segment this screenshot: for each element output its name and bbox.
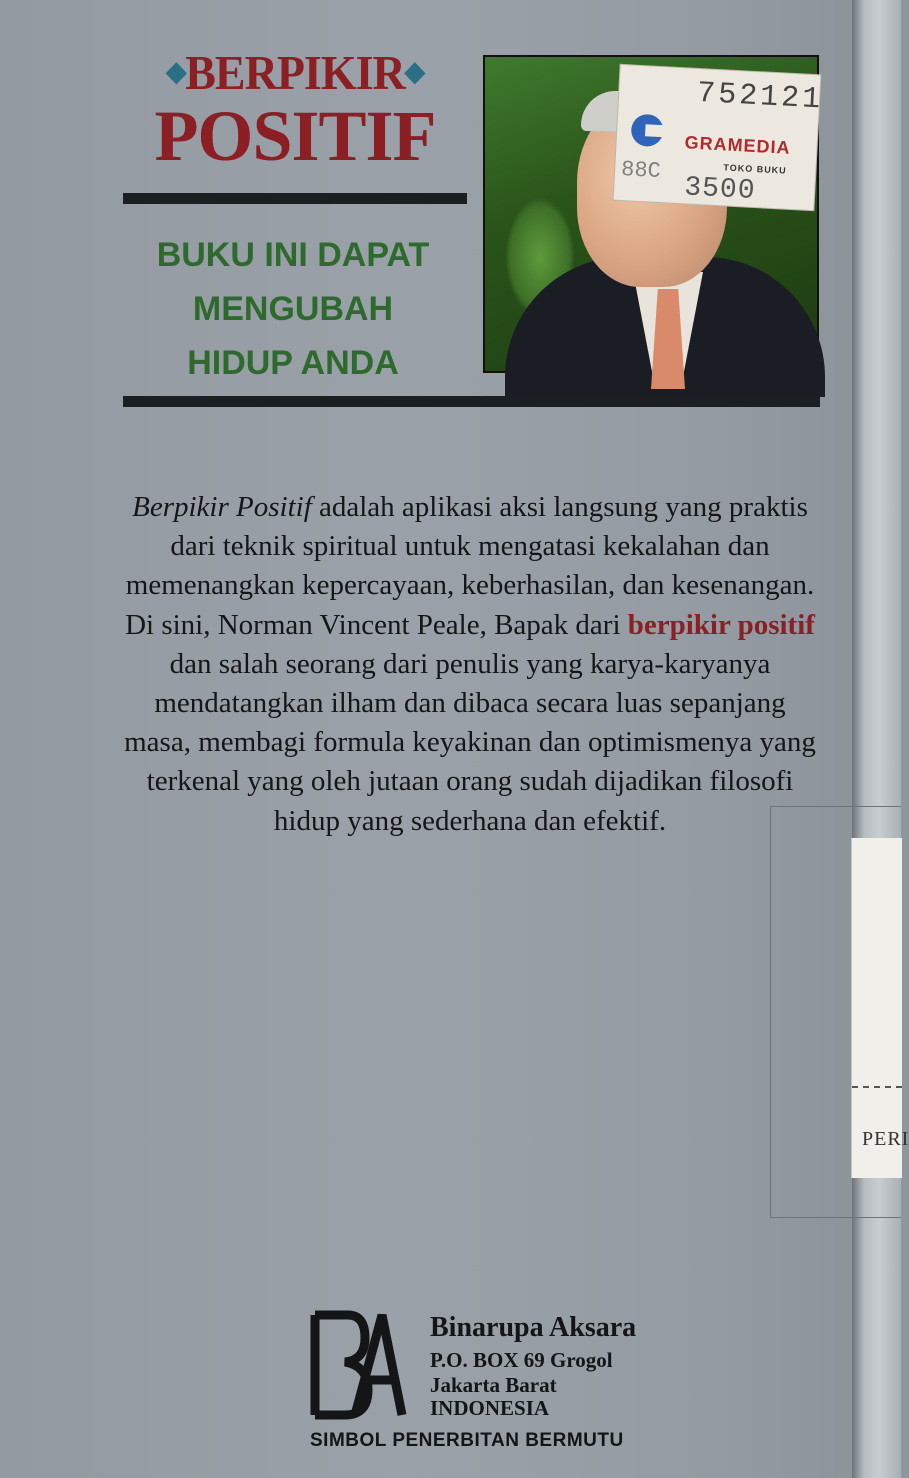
- sticker-number: 752121: [696, 76, 825, 118]
- divider-long: [123, 396, 820, 407]
- publisher-slogan: SIMBOL PENERBITAN BERMUTU: [310, 1430, 624, 1451]
- subtitle-line-3: HIDUP ANDA: [187, 344, 399, 382]
- diamond-right-icon: ◆: [404, 56, 424, 87]
- publisher-country: INDONESIA: [430, 1396, 550, 1420]
- blurb-text: [120, 488, 820, 841]
- sticker-price: 3500: [683, 172, 757, 208]
- subtitle-line-1: BUKU INI DAPAT: [156, 236, 430, 274]
- library-label: [851, 838, 909, 1178]
- publisher-address: P.O. BOX 69 Grogol: [430, 1348, 613, 1372]
- subtitle-line-2: MENGUBAH: [192, 290, 394, 328]
- publisher-logo-icon: [310, 1310, 406, 1420]
- gramedia-logo-icon: [630, 114, 664, 148]
- blurb-part-1: adalah aplikasi aksi langsung yang praktis dari teknik spiritual untuk mengatasi kekalahan dan memenangkan kepercayaan, keberhasilan, dan kesenangan. Di sini, Norman Vincent Peale, Bapak dari: [125, 491, 815, 641]
- title-line-1: [150, 45, 440, 101]
- title-positif: POSITIF: [154, 96, 436, 176]
- library-label-text: PERI: [862, 1128, 909, 1150]
- publisher-name: Binarupa Aksara: [430, 1312, 637, 1343]
- sticker-code: 88C: [620, 157, 662, 185]
- sticker-brand: GRAMEDIA: [684, 132, 792, 158]
- blurb-book-title: Berpikir Positif: [132, 491, 312, 523]
- price-sticker: [614, 65, 825, 210]
- library-label-dash: [852, 1086, 902, 1088]
- book-spine: [852, 0, 901, 1478]
- divider-short: [123, 193, 467, 204]
- sticker-tagline: TOKO BUKU: [723, 162, 787, 176]
- subtitle: [123, 228, 463, 390]
- publisher-city: Jakarta Barat: [430, 1373, 557, 1397]
- blurb-part-2: dan salah seorang dari penulis yang karya-karyanya mendatangkan ilham dan dibaca secara luas sepanjang masa, membagi formula keyakinan dan optimismenya yang terkenal yang oleh jutaan orang sudah dijadikan filosofi hidup yang sederhana dan efektif.: [124, 647, 816, 837]
- diamond-left-icon: ◆: [166, 56, 186, 87]
- blurb-highlight: berpikir positif: [627, 608, 815, 641]
- title-berpikir: BERPIKIR: [185, 45, 405, 100]
